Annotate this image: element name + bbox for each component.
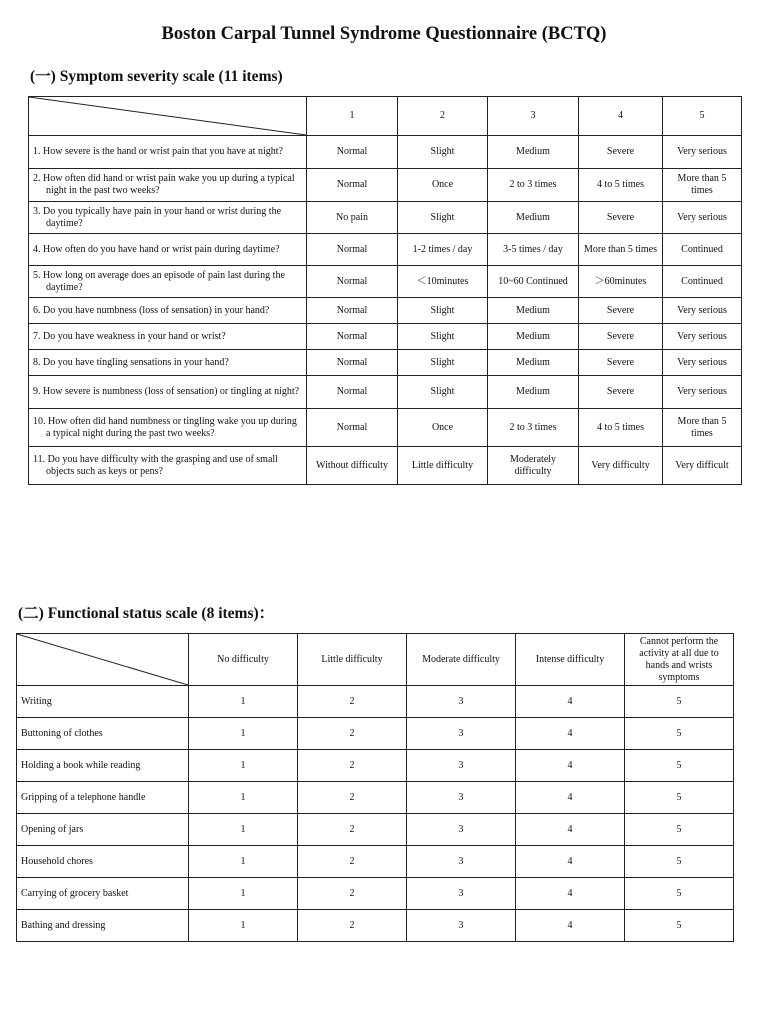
score-cell: 4 <box>516 782 625 814</box>
answer-cell: Normal <box>307 324 398 350</box>
answer-cell: Slight <box>398 324 488 350</box>
table-header-row <box>17 634 734 686</box>
activity-cell: Buttoning of clothes <box>17 718 189 750</box>
answer-cell: Slight <box>398 298 488 324</box>
table-row <box>29 298 742 324</box>
question-text: 8. Do you have tingling sensations in your hand? <box>33 356 229 368</box>
score-cell: 4 <box>516 718 625 750</box>
answer-cell: Medium <box>488 298 579 324</box>
score-cell: 4 <box>516 846 625 878</box>
answer-cell: Very serious <box>663 202 742 234</box>
score-cell: 5 <box>625 814 734 846</box>
score-cell: 3 <box>407 750 516 782</box>
answer-cell: Very serious <box>663 376 742 409</box>
activity-cell: Writing <box>17 686 189 718</box>
score-cell: 2 <box>298 846 407 878</box>
score-cell: 2 <box>298 814 407 846</box>
answer-cell: Severe <box>579 376 663 409</box>
answer-cell: Medium <box>488 376 579 409</box>
question-text: 1. How severe is the hand or wrist pain that you have at night? <box>33 146 283 157</box>
score-cell: 1 <box>189 878 298 910</box>
table-row <box>29 136 742 169</box>
diagonal-line <box>29 97 306 135</box>
score-cell: 1 <box>189 686 298 718</box>
score-cell: 5 <box>625 878 734 910</box>
question-cell <box>29 234 307 266</box>
answer-cell: Slight <box>398 376 488 409</box>
answer-cell: Normal <box>307 350 398 376</box>
question-text: 6. Do you have numbness (loss of sensation) in your hand? <box>33 304 270 316</box>
column-header: Little difficulty <box>298 634 407 686</box>
question-text: 5. How long on average does an episode of pain last during the daytime? <box>33 269 285 293</box>
score-cell: 4 <box>516 878 625 910</box>
column-header: 2 <box>398 97 488 136</box>
answer-cell: No pain <box>307 202 398 234</box>
table-row <box>29 350 742 376</box>
question-cell <box>29 447 307 485</box>
answer-cell: Very serious <box>663 350 742 376</box>
answer-cell: Normal <box>307 409 398 447</box>
answer-cell: Medium <box>488 350 579 376</box>
answer-cell: Very difficulty <box>579 447 663 485</box>
question-text: 11. Do you have difficulty with the grasping and use of small objects such as keys or pens? <box>33 453 278 477</box>
answer-cell: Severe <box>579 324 663 350</box>
answer-cell: Normal <box>307 234 398 266</box>
score-cell: 4 <box>516 750 625 782</box>
table-row <box>29 202 742 234</box>
score-cell: 3 <box>407 878 516 910</box>
answer-cell: Very serious <box>663 136 742 169</box>
score-cell: 4 <box>516 910 625 942</box>
answer-cell: More than 5 times <box>663 409 742 447</box>
answer-cell: Once <box>398 409 488 447</box>
table-row <box>17 782 734 814</box>
question-cell <box>29 266 307 298</box>
page-title: Boston Carpal Tunnel Syndrome Questionnaire (BCTQ) <box>161 24 607 44</box>
diagonal-line <box>17 634 188 685</box>
answer-cell: Once <box>398 169 488 202</box>
table-row <box>17 686 734 718</box>
column-header: Cannot perform the activity at all due to hands and wrists symptoms <box>625 634 734 686</box>
score-cell: 1 <box>189 814 298 846</box>
column-header: 5 <box>663 97 742 136</box>
question-text: 4. How often do you have hand or wrist pain during daytime? <box>33 243 280 255</box>
score-cell: 1 <box>189 846 298 878</box>
answer-cell: Continued <box>663 234 742 266</box>
answer-cell: Normal <box>307 298 398 324</box>
section-heading-functional-status: (二) Functional status scale (8 items)： <box>18 605 275 622</box>
question-cell <box>29 298 307 324</box>
question-cell <box>29 324 307 350</box>
answer-cell: Medium <box>488 324 579 350</box>
table-row <box>29 266 742 298</box>
answer-cell: Normal <box>307 169 398 202</box>
score-cell: 3 <box>407 910 516 942</box>
column-header: Intense difficulty <box>516 634 625 686</box>
score-cell: 5 <box>625 846 734 878</box>
answer-cell: Severe <box>579 202 663 234</box>
score-cell: 3 <box>407 814 516 846</box>
answer-cell: 4 to 5 times <box>579 169 663 202</box>
question-text: 10. How often did hand numbness or tingling wake you up during a typical night during the past two weeks? <box>33 415 297 439</box>
score-cell: 2 <box>298 782 407 814</box>
score-cell: 2 <box>298 910 407 942</box>
column-header: Moderate difficulty <box>407 634 516 686</box>
answer-cell: Severe <box>579 350 663 376</box>
section-heading-symptom-severity: (一) Symptom severity scale (11 items) <box>30 68 283 85</box>
score-cell: 1 <box>189 782 298 814</box>
answer-cell: Medium <box>488 202 579 234</box>
table-row <box>17 718 734 750</box>
question-text: 2. How often did hand or wrist pain wake you up during a typical night in the past two weeks? <box>33 173 295 196</box>
question-text: 3. Do you typically have pain in your hand or wrist during the daytime? <box>33 205 282 229</box>
diagonal-header-cell <box>29 97 307 136</box>
answer-cell: Very serious <box>663 324 742 350</box>
functional-status-table <box>16 633 734 942</box>
score-cell: 5 <box>625 718 734 750</box>
table-row <box>17 910 734 942</box>
score-cell: 3 <box>407 686 516 718</box>
activity-cell: Bathing and dressing <box>17 910 189 942</box>
answer-cell: Normal <box>307 266 398 298</box>
table-row <box>29 376 742 409</box>
score-cell: 1 <box>189 750 298 782</box>
score-cell: 5 <box>625 686 734 718</box>
answer-cell: Without difficulty <box>307 447 398 485</box>
answer-cell: Slight <box>398 136 488 169</box>
question-cell <box>29 409 307 447</box>
activity-cell: Gripping of a telephone handle <box>17 782 189 814</box>
answer-cell: 1-2 times / day <box>398 234 488 266</box>
score-cell: 3 <box>407 718 516 750</box>
score-cell: 2 <box>298 750 407 782</box>
question-text: 9. How severe is numbness (loss of sensation) or tingling at night? <box>33 386 300 397</box>
score-cell: 2 <box>298 718 407 750</box>
table-row <box>17 846 734 878</box>
activity-cell: Carrying of grocery basket <box>17 878 189 910</box>
score-cell: 5 <box>625 910 734 942</box>
table-row <box>29 169 742 202</box>
answer-cell: More than 5 times <box>579 234 663 266</box>
score-cell: 2 <box>298 686 407 718</box>
question-cell <box>29 169 307 202</box>
column-header: 4 <box>579 97 663 136</box>
question-cell <box>29 136 307 169</box>
column-header: 3 <box>488 97 579 136</box>
question-text: 7. Do you have weakness in your hand or wrist? <box>33 330 226 342</box>
answer-cell: Very serious <box>663 298 742 324</box>
question-cell <box>29 376 307 409</box>
answer-cell: Very difficult <box>663 447 742 485</box>
score-cell: 1 <box>189 910 298 942</box>
question-cell <box>29 350 307 376</box>
answer-cell: Medium <box>488 136 579 169</box>
table-row <box>17 878 734 910</box>
answer-cell: Severe <box>579 298 663 324</box>
score-cell: 5 <box>625 782 734 814</box>
activity-cell: Opening of jars <box>17 814 189 846</box>
answer-cell: Moderately difficulty <box>488 447 579 485</box>
activity-cell: Household chores <box>17 846 189 878</box>
table-header-row <box>29 97 742 136</box>
table-row <box>17 814 734 846</box>
answer-cell: ＞60minutes <box>579 266 663 298</box>
table-row <box>29 409 742 447</box>
symptom-severity-table <box>28 96 742 485</box>
score-cell: 5 <box>625 750 734 782</box>
answer-cell: 10~60 Continued <box>488 266 579 298</box>
score-cell: 3 <box>407 782 516 814</box>
score-cell: 4 <box>516 686 625 718</box>
score-cell: 1 <box>189 718 298 750</box>
answer-cell: Continued <box>663 266 742 298</box>
table-row <box>29 447 742 485</box>
answer-cell: ＜10minutes <box>398 266 488 298</box>
answer-cell: More than 5 times <box>663 169 742 202</box>
answer-cell: Slight <box>398 202 488 234</box>
answer-cell: 2 to 3 times <box>488 169 579 202</box>
answer-cell: Severe <box>579 136 663 169</box>
answer-cell: 3-5 times / day <box>488 234 579 266</box>
score-cell: 2 <box>298 878 407 910</box>
table-row <box>29 324 742 350</box>
answer-cell: 2 to 3 times <box>488 409 579 447</box>
answer-cell: Slight <box>398 350 488 376</box>
answer-cell: Normal <box>307 376 398 409</box>
answer-cell: Little difficulty <box>398 447 488 485</box>
table-row <box>17 750 734 782</box>
table-row <box>29 234 742 266</box>
score-cell: 4 <box>516 814 625 846</box>
column-header: 1 <box>307 97 398 136</box>
answer-cell: 4 to 5 times <box>579 409 663 447</box>
answer-cell: Normal <box>307 136 398 169</box>
question-cell <box>29 202 307 234</box>
score-cell: 3 <box>407 846 516 878</box>
column-header: No difficulty <box>189 634 298 686</box>
diagonal-header-cell <box>17 634 189 686</box>
activity-cell: Holding a book while reading <box>17 750 189 782</box>
